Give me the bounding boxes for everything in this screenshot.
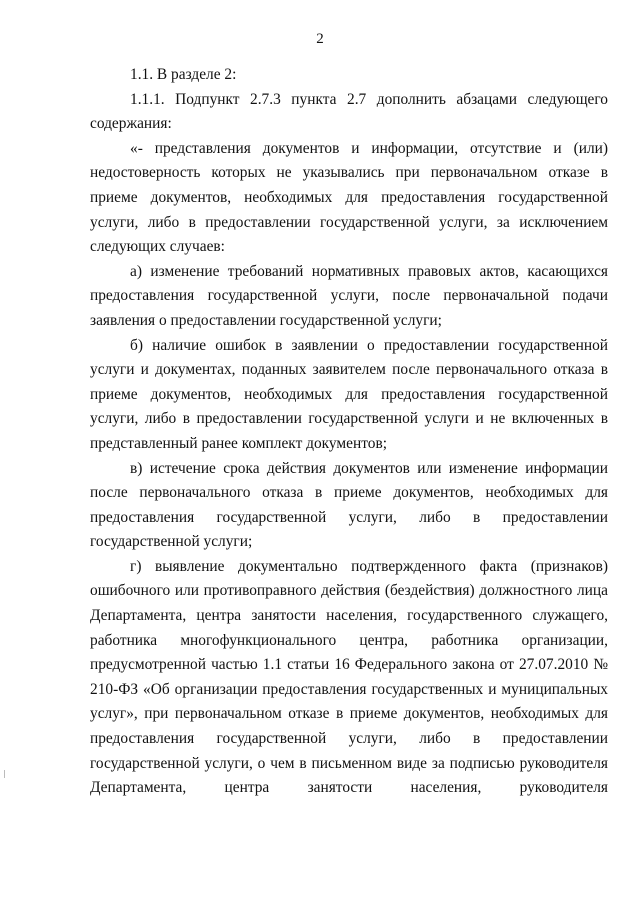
list-item-b: б) наличие ошибок в заявлении о предоставлении государственной услуги и документах, поданных заявителем после первоначального отказа в приеме документов, необходимых для предоставления государственной услуги, либо в предоставлении государственной услуги и не включенных в представленный ранее комплект документов; — [90, 336, 608, 452]
list-item-g: г) выявление документально подтвержденного факта (признаков) ошибочного или противоправного действия (бездействия) должностного лица Департамента, центра занятости населения, государственного служащего, работника многофункционального центра, работника организации, предусмотренной частью 1.1 статьи 16 Федерального закона от 27.07.2010 № 210-ФЗ «Об организации предоставления государственных и муниципальных услуг», при первоначальном отказе в приеме документов, необходимых для предоставления государственной услуги, либо в предоставлении государственной услуги, о чем в письменном виде за подписью руководителя Департамента, центра занятости населения, руководителя — [90, 557, 608, 797]
amendment-paragraph: «- представления документов и информации, отсутствие и (или) недостоверность которых не указывались при первоначальном отказе в приеме документов, необходимых для предоставления государственной услуги, либо в предоставлении государственной услуги, за исключением следующих случаев: — [90, 139, 608, 256]
section-heading: 1.1. В разделе 2: — [130, 66, 237, 83]
list-item-v: в) истечение срока действия документов или изменение информации после первоначального отказа в приеме документов, необходимых для предоставления государственной услуги, либо в предоставлении государственной услуги; — [90, 459, 608, 551]
page-number: 2 — [316, 31, 324, 47]
subsection-paragraph: 1.1.1. Подпункт 2.7.3 пункта 2.7 дополнить абзацами следующего содержания: — [90, 90, 608, 133]
document-body — [90, 63, 608, 801]
list-item-a: а) изменение требований нормативных правовых актов, касающихся предоставления государственной услуги, после первоначальной подачи заявления о предоставлении государственной услуги; — [90, 262, 608, 329]
margin-mark — [4, 770, 5, 778]
